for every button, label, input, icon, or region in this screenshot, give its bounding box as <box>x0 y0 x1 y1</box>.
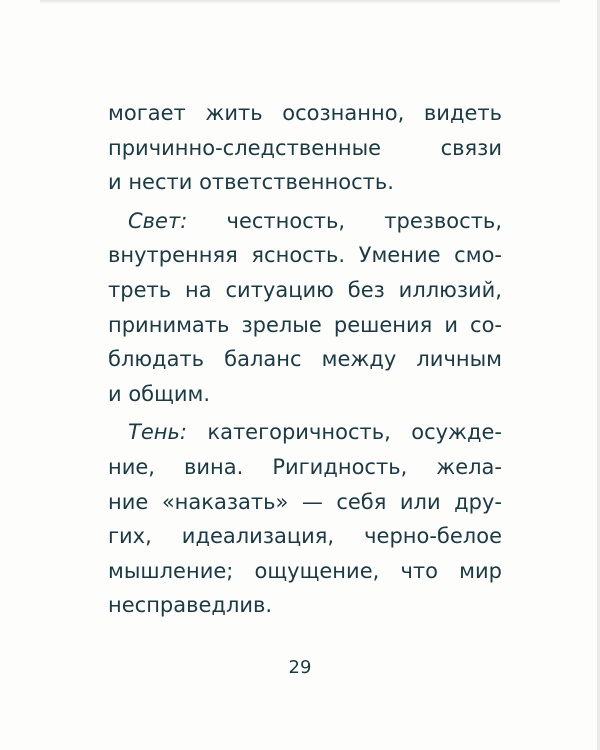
text-line: и нести ответственность. <box>108 170 394 195</box>
text-line: ние, вина. Ригидность, жела- <box>108 454 502 479</box>
text-line: гих, идеализация, черно-белое <box>108 524 502 549</box>
text-line: причинно-следственные связи <box>108 135 502 160</box>
text-line: могает жить осознанно, видеть <box>108 101 502 125</box>
svet-label: Свет: <box>128 208 188 233</box>
text-line: и общим. <box>108 381 211 406</box>
text-line: принимать зрелые решения и со- <box>108 312 502 337</box>
text-line: несправедлив. <box>108 593 273 618</box>
page-number: 29 <box>288 657 312 678</box>
text-line: внутренняя ясность. Умение смо- <box>108 243 502 268</box>
text-line: честность, трезвость, <box>226 208 502 233</box>
text-line: блюдать баланс между личным <box>108 347 502 372</box>
text-line: мышление; ощущение, что мир <box>108 558 502 583</box>
text-line: категоричность, осужде- <box>207 420 502 445</box>
page-top-edge <box>40 0 560 4</box>
text-line: треть на ситуацию без иллюзий, <box>108 277 502 302</box>
body-text <box>108 96 502 623</box>
ten-label: Тень: <box>128 420 187 445</box>
ten-paragraph-first-line <box>108 415 502 450</box>
svet-paragraph-first-line <box>108 204 502 239</box>
text-line: ние «наказать» — себя или дру- <box>108 489 502 514</box>
